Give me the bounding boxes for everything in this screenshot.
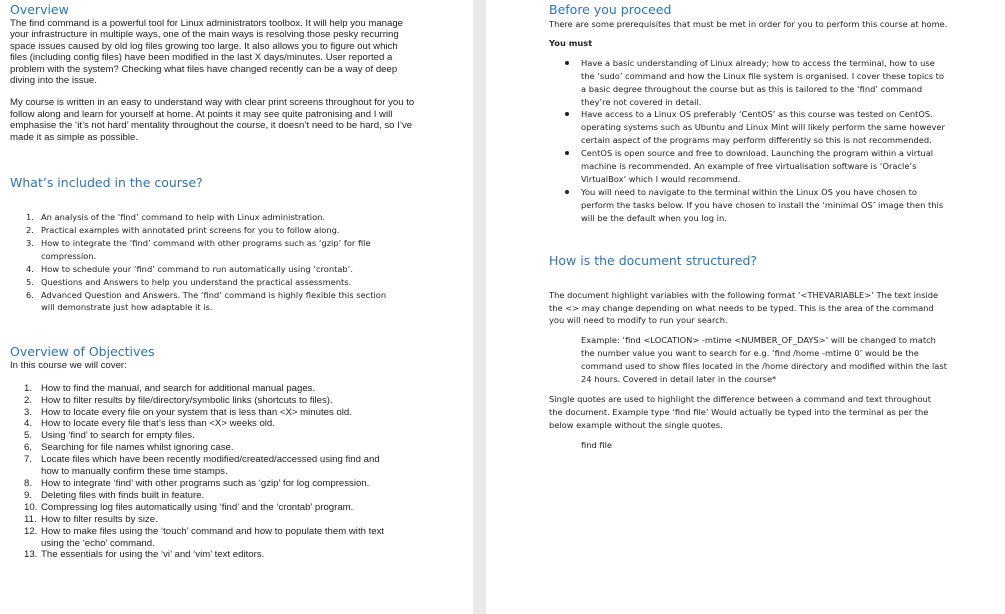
right-page [486, 0, 1005, 614]
list-number: 11. [24, 513, 37, 525]
example-code: find file [581, 439, 613, 450]
list-item [10, 395, 395, 407]
list-item [10, 514, 395, 526]
list-item [10, 454, 395, 478]
list-number: 6. [26, 289, 34, 300]
before-intro: There are some prerequisites that must be met in order for you to perform this course at home. [549, 19, 948, 29]
bullet-text: Have a basic understanding of Linux already; how to access the terminal, how to use the ‘sudo’ command and how the Linux file system is organised. I cover these topics to a basic degree throughout the course but as this is tailored to the ‘find’ command they’re not covered in detail. [581, 57, 945, 107]
list-item [10, 526, 395, 550]
objectives-intro: In this course we will cover: [10, 360, 127, 372]
list-item [10, 237, 395, 263]
list-item [10, 407, 395, 419]
list-text: How to integrate ‘find’ with other programs such as ‘gzip’ for log compression. [41, 477, 370, 489]
included-list [10, 211, 395, 314]
before-heading: Before you proceed [549, 2, 672, 17]
list-text: An analysis of the ‘find’ command to help with Linux administration. [41, 212, 326, 223]
list-text: How to locate every file on your system that is less than <X> minutes old. [41, 406, 352, 418]
list-item [10, 502, 395, 514]
list-number: 8. [24, 477, 33, 489]
list-number: 12. [24, 525, 38, 537]
list-number: 5. [26, 276, 34, 287]
bullet-item [549, 186, 951, 225]
list-text: Using ‘find’ to search for empty files. [41, 430, 195, 442]
included-heading: What’s included in the course? [10, 175, 203, 191]
list-item [10, 442, 395, 454]
bullet-text: CentOS is open source and free to download. Launching the program within a virtual machine is recommended. An example of free virtualisation software is ‘Oracle’s VirtualBox’ which I would recommend. [581, 148, 934, 184]
list-text: Advanced Question and Answers. The ‘find’ command is highly flexible this section will demonstrate just how adaptable it is. [41, 289, 387, 313]
bullet-item [549, 57, 951, 109]
bullet-dot-icon [565, 151, 569, 155]
list-text: How to find the manual, and search for additional manual pages. [41, 382, 316, 394]
list-number: 5. [24, 430, 33, 442]
list-number: 2. [26, 224, 34, 235]
bullet-dot-icon [565, 112, 569, 116]
list-text: Questions and Answers to help you understand the practical assessments. [41, 276, 352, 287]
list-text: How to filter results by size. [41, 513, 158, 525]
list-number: 4. [24, 418, 33, 430]
prerequisite-list [549, 57, 1005, 225]
list-number: 4. [26, 263, 34, 274]
overview-paragraph-1: The find command is a powerful tool for Linux administrators toolbox. It will help you manage your infrastructure in multiple ways, one of the main ways is resolving those pesky recurring space issues caused by old log files growing too large. It also allows you to figure out which files (including config files) have been modified in the last X days/minutes. User reported a problem with the system? Checking what files have changed recently can be a way of deep diving into the issue. [10, 18, 404, 87]
structured-heading: How is the document structured? [549, 252, 758, 268]
list-item [10, 490, 395, 502]
left-page [0, 0, 473, 614]
list-number: 2. [24, 394, 33, 406]
list-text: How to make files using the ‘touch’ command and how to populate them with text using the ‘echo’ command. [41, 525, 385, 549]
list-number: 1. [26, 212, 34, 223]
overview-paragraph-2: My course is written in an easy to understand way with clear print screens throughout for you to follow along and learn for yourself at home. At points it may see quite patronising and I will emphasise the ‘it’s not hard’ mentality throughout the course, it doesn’t need to be hard, so I’ve made it as simple as possible. [10, 97, 415, 143]
list-text: Locate files which have been recently modified/created/accessed using find and how to manually confirm these time stamps. [41, 454, 380, 478]
list-text: How to locate every file that’s less than <X> weeks old. [41, 418, 275, 430]
list-number: 1. [24, 382, 33, 394]
list-number: 13. [24, 549, 38, 561]
list-item [10, 224, 395, 237]
list-text: The essentials for using the ‘vi’ and ‘vim’ text editors. [41, 549, 265, 561]
list-item [10, 276, 395, 289]
list-number: 3. [26, 237, 34, 248]
list-text: Deleting files with finds built in feature. [41, 489, 205, 501]
list-text: How to filter results by file/directory/symbolic links (shortcuts to files). [41, 394, 333, 406]
example-paragraph: Example: ‘find <LOCATION> -mtime <NUMBER_OF_DAYS>’ will be changed to match the number value you want to search for e.g. ‘find /home -mtime 0’ would be the command used to show files located in the /home directory and modified within the last 24 hours. Covered in detail later in the course* [581, 335, 947, 385]
list-item [10, 418, 395, 430]
list-item [10, 383, 395, 395]
list-item [10, 549, 395, 561]
list-text: Compressing log files automatically using ‘find’ and the ‘crontab’ program. [41, 501, 354, 513]
list-item [10, 478, 395, 490]
list-number: 3. [24, 406, 33, 418]
list-item [10, 211, 395, 224]
list-item [10, 263, 395, 276]
bullet-text: You will need to navigate to the terminal within the Linux OS you have chosen to perform the tasks below. If you have chosen to install the ‘minimal OS’ image then this will be the default when you log in. [581, 186, 944, 223]
objectives-list [10, 383, 395, 562]
you-must-label: You must [549, 37, 593, 48]
structured-paragraph-2: Single quotes are used to highlight the difference between a command and text throughout the document. Example type ‘find file’ Would actually be typed into the terminal as per the below example without the single quotes. [549, 393, 932, 430]
bullet-text: Have access to a Linux OS preferably ‘CentOS’ as this course was tested on CentOS. operating systems such as Ubuntu and Linux Mint will likely perform the same however certain aspect of the programs may perform differently so this is not recommended. [581, 109, 945, 146]
list-number: 9. [24, 489, 33, 501]
list-text: Practical examples with annotated print screens for you to follow along. [41, 224, 340, 235]
overview-heading: Overview [10, 2, 69, 17]
bullet-item [549, 108, 951, 147]
bullet-dot-icon [565, 61, 569, 65]
list-item [10, 289, 395, 315]
list-item [10, 430, 395, 442]
objectives-heading: Overview of Objectives [10, 344, 155, 360]
list-number: 7. [24, 454, 33, 466]
list-number: 6. [24, 442, 33, 454]
list-text: Searching for file names whilst ignoring case. [41, 442, 234, 454]
list-text: How to integrate the ‘find’ command with other programs such as ‘gzip’ for file compression. [41, 237, 371, 261]
bullet-item [549, 147, 951, 186]
list-number: 10. [24, 501, 38, 513]
bullet-dot-icon [565, 190, 569, 194]
structured-paragraph-1: The document highlight variables with the following format ‘<THEVARIABLE>’ The text inside the <> may change depending on what needs to be typed. This is the area of the command you will need to modify to run your search. [549, 289, 939, 326]
list-text: How to schedule your ‘find’ command to run automatically using ‘crontab’. [41, 263, 353, 274]
